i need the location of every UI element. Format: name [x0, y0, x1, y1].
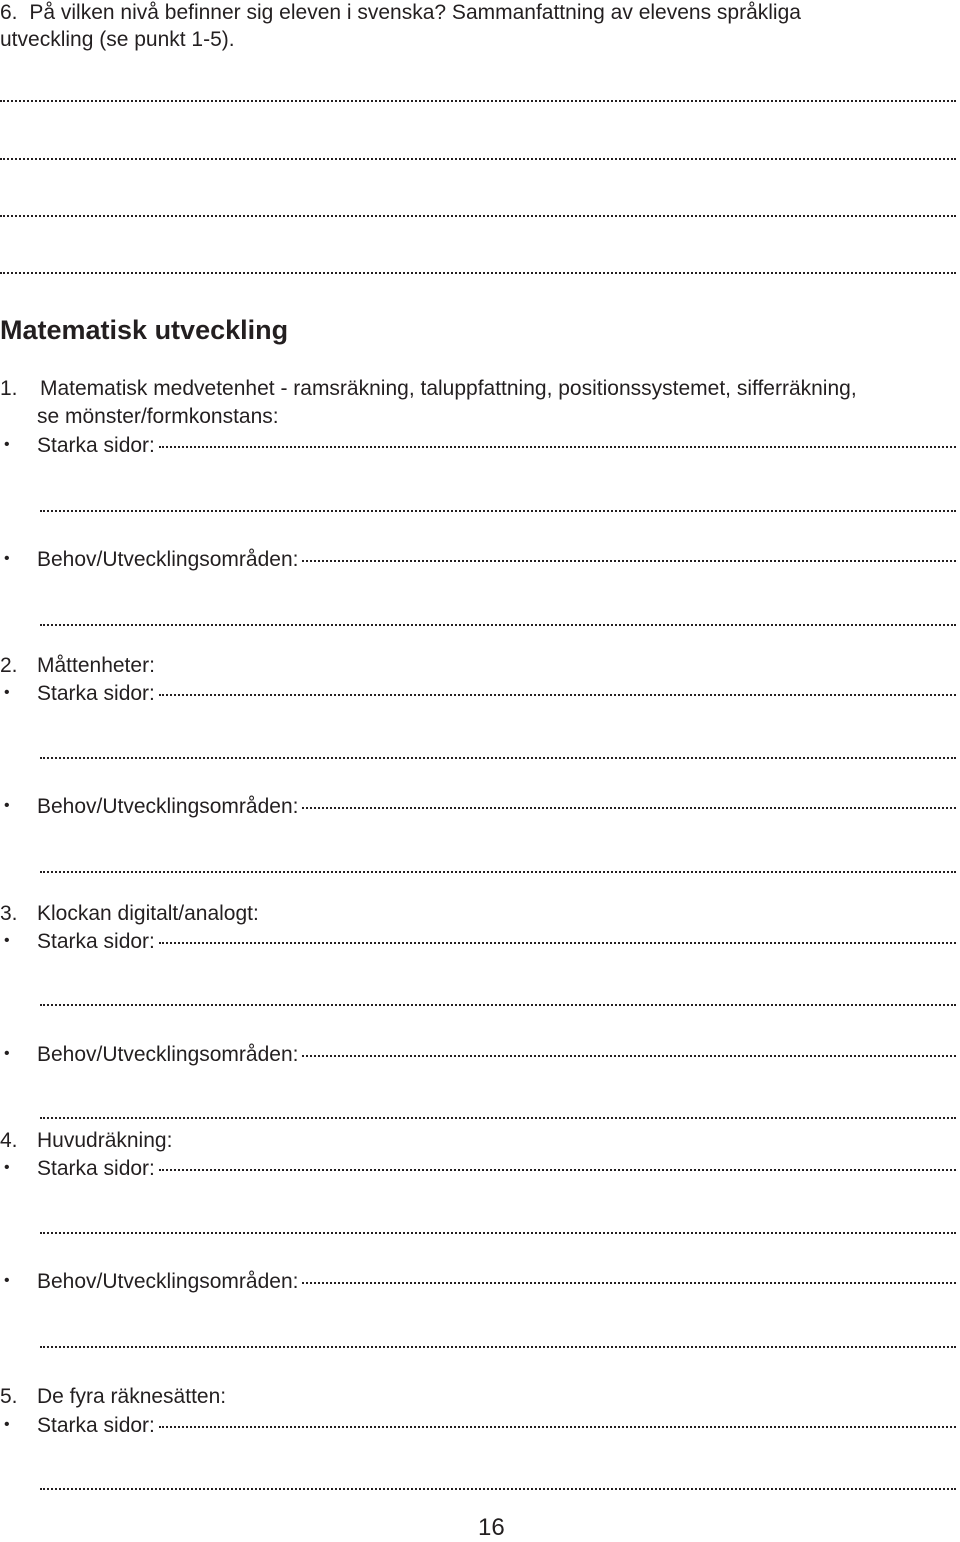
item-4-title-line: [0, 1128, 173, 1154]
item-number: 5.: [0, 1385, 18, 1408]
question-6-line-2: utveckling (se punkt 1-5).: [0, 28, 235, 51]
answer-line[interactable]: [0, 272, 956, 274]
answer-line[interactable]: [0, 158, 956, 160]
question-text: På vilken nivå befinner sig eleven i svenska? Sammanfattning av elevens språkliga: [29, 1, 801, 24]
item-5-strengths: [37, 1413, 956, 1439]
item-number: 1.: [0, 377, 18, 400]
needs-label: Behov/Utvecklingsområden:: [37, 548, 299, 571]
item-3-title-line: [0, 901, 259, 927]
item-1-needs: [37, 547, 956, 573]
answer-line[interactable]: [159, 1169, 956, 1171]
question-6-line-1: [0, 0, 801, 26]
question-number: 6.: [0, 1, 18, 24]
section-title: Matematisk utveckling: [0, 315, 289, 345]
answer-line[interactable]: [40, 1004, 956, 1006]
strengths-label: Starka sidor:: [37, 1414, 155, 1437]
bullet-icon: •: [4, 436, 10, 453]
answer-line[interactable]: [302, 560, 956, 562]
item-4-needs: [37, 1269, 956, 1295]
item-title: De fyra räknesätten:: [37, 1385, 227, 1408]
item-number: 2.: [0, 654, 18, 677]
item-4-strengths: [37, 1156, 956, 1182]
item-title: Klockan digitalt/analogt:: [37, 902, 259, 925]
needs-label: Behov/Utvecklingsområden:: [37, 1043, 299, 1066]
item-title: Måttenheter:: [37, 654, 155, 677]
item-2-strengths: [37, 681, 956, 707]
answer-line[interactable]: [159, 446, 956, 448]
item-1-strengths: [37, 433, 956, 459]
answer-line[interactable]: [302, 807, 956, 809]
item-title: Matematisk medvetenhet - ramsräkning, taluppfattning, positionssystemet, sifferräkning,: [40, 377, 857, 400]
bullet-icon: •: [4, 684, 10, 701]
item-3-needs: [37, 1042, 956, 1068]
item-1-title-cont: se mönster/formkonstans:: [37, 405, 279, 428]
answer-line[interactable]: [40, 757, 956, 759]
answer-line[interactable]: [40, 1346, 956, 1348]
answer-line[interactable]: [40, 1232, 956, 1234]
answer-line[interactable]: [302, 1055, 956, 1057]
answer-line[interactable]: [159, 942, 956, 944]
bullet-icon: •: [4, 932, 10, 949]
answer-line[interactable]: [40, 624, 956, 626]
bullet-icon: •: [4, 1272, 10, 1289]
page-number: 16: [478, 1514, 505, 1541]
item-2-title-line: [0, 653, 155, 679]
answer-line[interactable]: [40, 510, 956, 512]
item-number: 3.: [0, 902, 18, 925]
answer-line[interactable]: [159, 694, 956, 696]
item-1-title-line: [0, 376, 857, 402]
bullet-icon: •: [4, 797, 10, 814]
item-5-title-line: [0, 1384, 227, 1410]
strengths-label: Starka sidor:: [37, 930, 155, 953]
item-number: 4.: [0, 1129, 18, 1152]
answer-line[interactable]: [40, 1488, 956, 1490]
item-2-needs: [37, 794, 956, 820]
bullet-icon: •: [4, 550, 10, 567]
bullet-icon: •: [4, 1159, 10, 1176]
needs-label: Behov/Utvecklingsområden:: [37, 795, 299, 818]
strengths-label: Starka sidor:: [37, 434, 155, 457]
strengths-label: Starka sidor:: [37, 682, 155, 705]
item-3-strengths: [37, 929, 956, 955]
answer-line[interactable]: [159, 1426, 956, 1428]
answer-line[interactable]: [302, 1282, 956, 1284]
answer-line[interactable]: [0, 215, 956, 217]
answer-line[interactable]: [40, 1117, 956, 1119]
needs-label: Behov/Utvecklingsområden:: [37, 1270, 299, 1293]
answer-line[interactable]: [0, 100, 956, 102]
strengths-label: Starka sidor:: [37, 1157, 155, 1180]
bullet-icon: •: [4, 1045, 10, 1062]
answer-line[interactable]: [40, 871, 956, 873]
item-title: Huvudräkning:: [37, 1129, 173, 1152]
bullet-icon: •: [4, 1416, 10, 1433]
